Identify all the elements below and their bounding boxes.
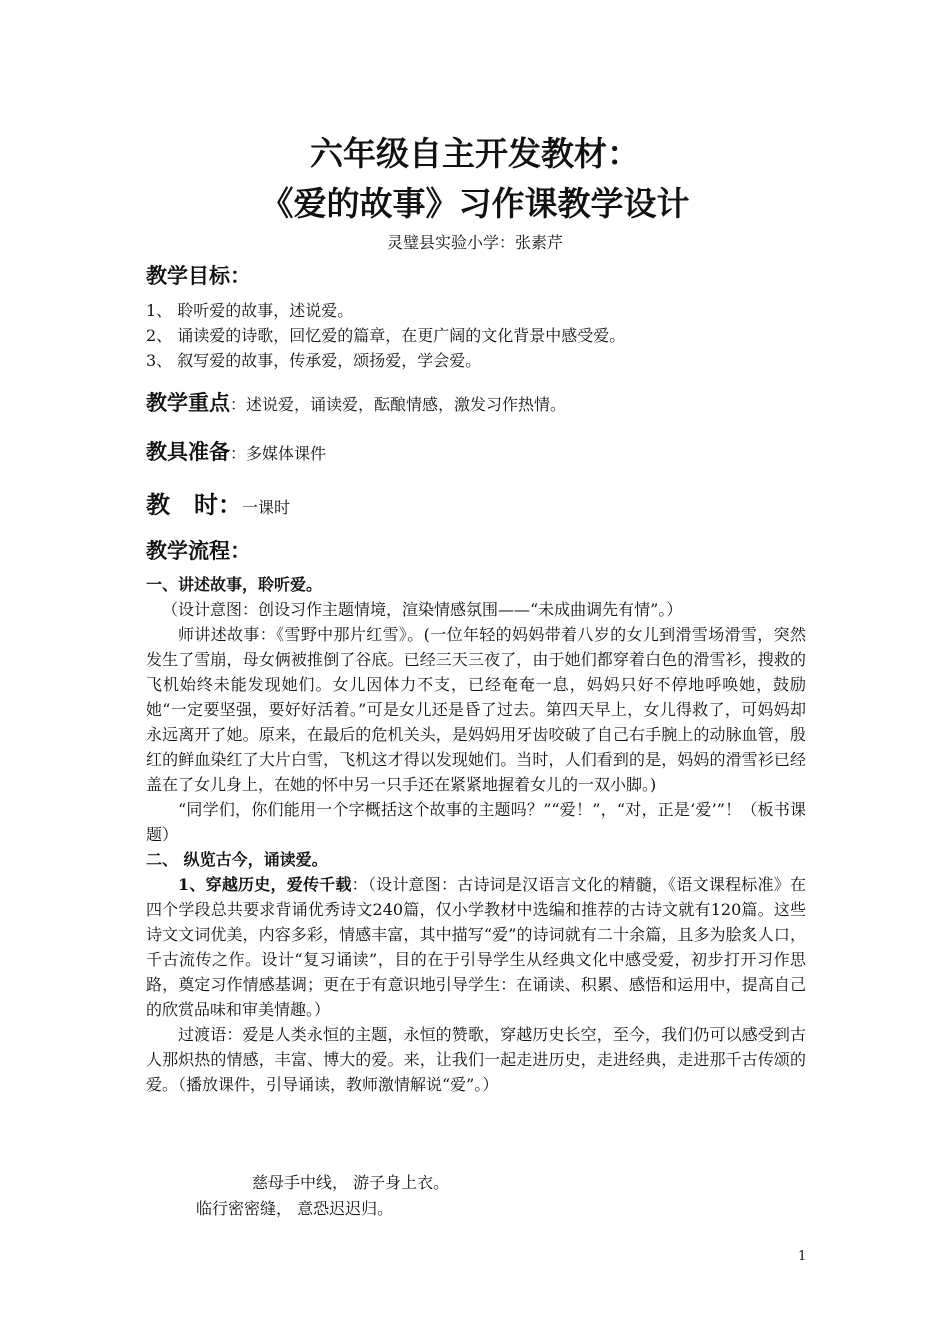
focus-label: 教学重点 bbox=[146, 391, 230, 415]
flow-heading: 教学流程： bbox=[146, 539, 251, 563]
goal-item-1: 1、 聆听爱的故事，述说爱。 bbox=[146, 301, 354, 320]
goal-item-2: 2、 诵读爱的诗歌，回忆爱的篇章，在更广阔的文化背景中感受爱。 bbox=[146, 326, 626, 345]
part1-intent: （设计意图：创设习作主题情境，渲染情感氛围——“未成曲调先有情”。） bbox=[162, 600, 683, 619]
author-line: 灵璧县实验小学：张素芹 bbox=[386, 233, 563, 252]
title-line-2: 《爱的故事》习作课教学设计 bbox=[260, 184, 690, 223]
poem-line-1: 慈母手中线， 游子身上衣。 bbox=[252, 1173, 450, 1192]
title-line-1: 六年级自主开发教材： bbox=[310, 134, 640, 173]
goal-item-3: 3、 叙写爱的故事，传承爱，颂扬爱，学会爱。 bbox=[146, 351, 482, 370]
time-label: 教 时： bbox=[146, 491, 242, 519]
part2-transition: 过渡语：爱是人类永恒的主题，永恒的赞歌，穿越历史长空，至今，我们仍可以感受到古人那炽热的情感，丰富、博大的爱。来，让我们一起走进历史，走进经典，走进那千古传颂的爱。（播放课件，引导诵读，教师激情解说“爱”。） bbox=[146, 1025, 806, 1094]
tools-label: 教具准备 bbox=[146, 440, 230, 464]
part2-sub-text: ：（设计意图：古诗词是汉语言文化的精髓，《语文课程标准》在四个学段总共要求背诵优秀诗文240篇，仅小学教材中选编和推荐的古诗文就有120篇。这些诗文文词优美，内容多彩，情感丰富，其中描写“爱”的诗词就有二十余篇，且多为脍炙人口，千古流传之作。设计“复习诵读”，目的在于引导学生从经典文化中感受爱，初步打开习作思路，奠定习作情感基调；更在于有意识地引导学生：在诵读、积累、感悟和运用中，提高自己的欣赏品味和审美情趣。） bbox=[146, 875, 806, 1019]
poem-line-2: 临行密密缝， 意恐迟迟归。 bbox=[196, 1199, 394, 1218]
goals-heading: 教学目标： bbox=[146, 264, 251, 288]
focus-value: ：述说爱，诵读爱，酝酿情感，激发习作热情。 bbox=[230, 395, 567, 414]
part1-story: 师讲述故事：《雪野中那片红雪》。(一位年轻的妈妈带着八岁的女儿到滑雪场滑雪，突然发生了雪崩，母女俩被推倒了谷底。已经三天三夜了，由于她们都穿着白色的滑雪衫，搜救的飞机始终未能发现她们。女儿因体力不支，已经奄奄一息，妈妈只好不停地呼唤她，鼓励她“一定要坚强，要好好活着。”可是女儿还是昏了过去。第四天早上，女儿得救了，可妈妈却永远离开了她。原来，在最后的危机关头，是妈妈用牙齿咬破了自己右手腕上的动脉血管，殷红的鲜血染红了大片白雪，飞机这才得以发现她们。当时，人们看到的是，妈妈的滑雪衫已经盖在了女儿身上，在她的怀中另一只手还在紧紧地握着女儿的一双小脚。) bbox=[146, 625, 806, 794]
focus-section bbox=[146, 387, 566, 417]
part1-question: “同学们，你们能用一个字概括这个故事的主题吗？”“爱！”，“对，正是‘爱’”！（板书课题） bbox=[146, 800, 806, 844]
part2-heading: 二、 纵览古今，诵读爱。 bbox=[146, 850, 328, 869]
part2-sub-paragraph bbox=[146, 872, 806, 1022]
tools-section bbox=[146, 436, 326, 466]
tools-value: ：多媒体课件 bbox=[230, 444, 327, 463]
page-number: 1 bbox=[798, 1249, 807, 1264]
part2-sub-label: 1、穿越历史，爱传千载 bbox=[178, 875, 352, 894]
time-value: 一课时 bbox=[242, 498, 291, 517]
part1-heading: 一、讲述故事，聆听爱。 bbox=[146, 575, 323, 594]
time-section bbox=[146, 485, 290, 520]
lesson-body bbox=[146, 572, 806, 1097]
